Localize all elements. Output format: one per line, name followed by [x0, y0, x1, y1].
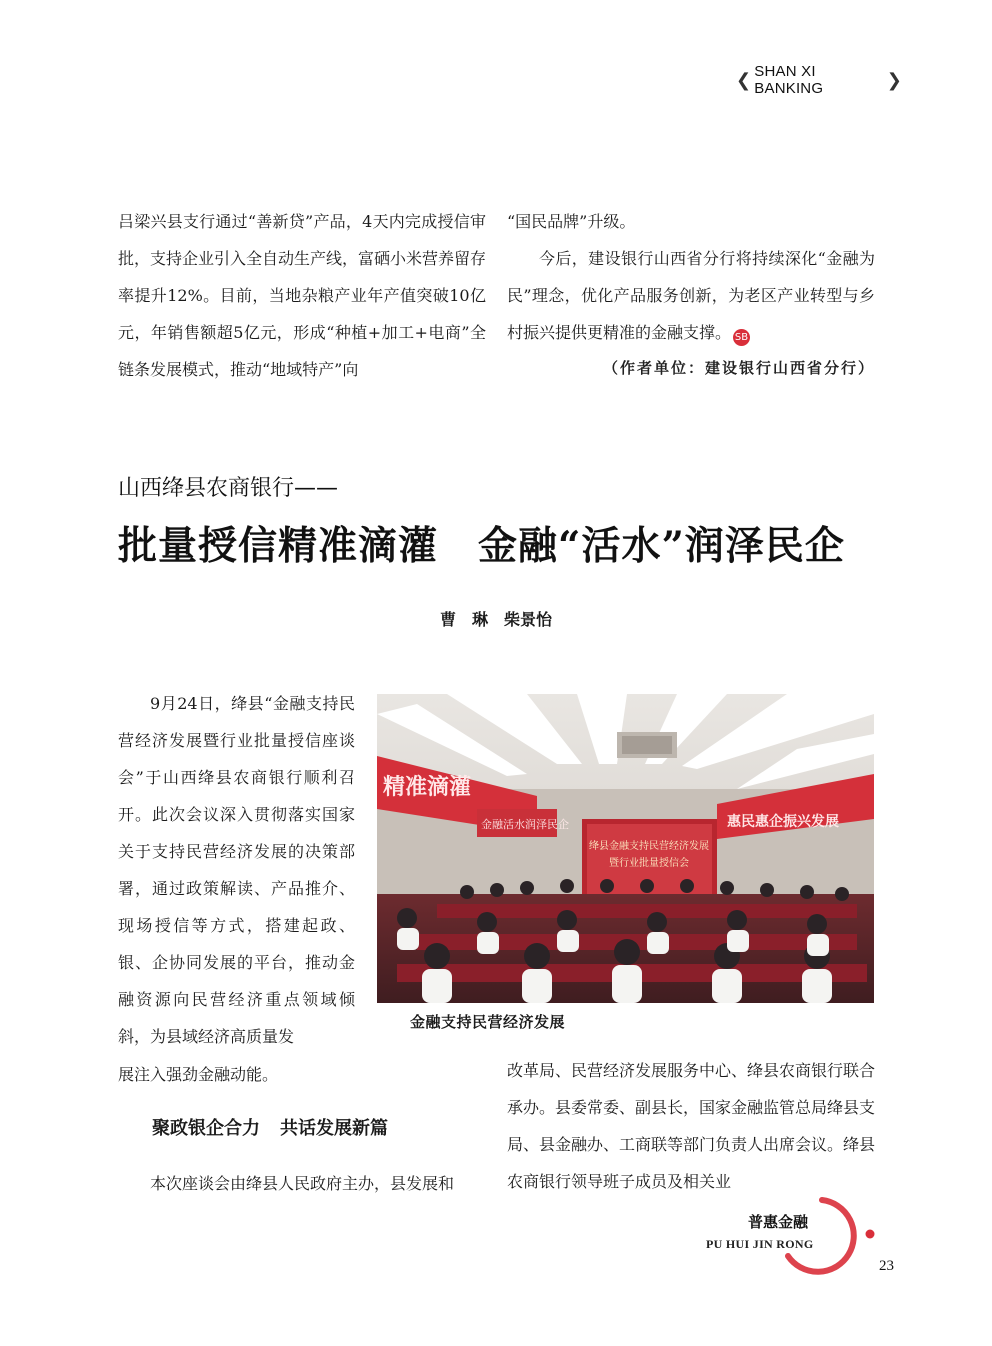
previous-article-right-column: [507, 203, 875, 351]
title-part-1: 批量授信精准滴灌: [118, 523, 439, 569]
banner-right-text: 惠民惠企振兴发展: [727, 814, 839, 830]
article-byline: 曹 琳 柴景怡: [439, 610, 552, 629]
end-of-article-icon: SB: [733, 329, 750, 346]
paragraph-text: 今后，建设银行山西省分行将持续深化“金融为民”理念，优化产品服务创新，为老区产业转型与乡村振兴提供更精准的金融支撑。: [507, 249, 875, 342]
page-number: 23: [879, 1258, 894, 1274]
footer-arc-icon: [782, 1196, 882, 1276]
subhead-part-2: 共话发展新篇: [280, 1118, 388, 1139]
section-tag-label: SHAN XI BANKING: [754, 63, 824, 97]
photo-caption: 金融支持民营经济发展: [410, 1013, 566, 1031]
screen-line-2: 暨行业批量授信会: [609, 858, 689, 869]
footer-section-name: 普惠金融: [748, 1213, 809, 1231]
intro-paragraph: 9月24日，绛县“金融支持民营经济发展暨行业批量授信座谈会”于山西绛县农商银行顺利召开。此次会议深入贯彻落实国家关于支持民营经济发展的决策部署，通过政策解读、产品推介、现场授信等方式，搭建起政、银、企协同发展的平台，推动金融资源向民营经济重点领域倾斜，为县域经济高质量发: [118, 694, 355, 1046]
footer-section-name-en: PU HUI JIN RONG: [706, 1237, 814, 1251]
body-paragraph-2: 本次座谈会由绛县人民政府主办，县发展和: [150, 1174, 455, 1193]
article-title: [118, 516, 888, 576]
magazine-section-tag: [736, 63, 902, 97]
body-right-column: 改革局、民营经济发展服务中心、绛县农商银行联合承办。县委常委、副县长，国家金融监管总局绛县支局、县金融办、工商联等部门负责人出席会议。绛县农商银行领导班子成员及相关业: [507, 1061, 876, 1191]
title-part-2: 金融“活水”润泽民企: [478, 523, 845, 569]
meeting-photo-illustration: [377, 694, 874, 1003]
subhead-part-1: 聚政银企合力: [152, 1118, 260, 1139]
paragraph: “国民品牌”升级。: [507, 212, 636, 231]
paragraph: 吕梁兴县支行通过“善新贷”产品，4天内完成授信审批，支持企业引入全自动生产线，富硒小米营养留存率提升12%。目前，当地杂粮产业年产值突破10亿元，年销售额超5亿元，形成“种植+加工+电商”全链条发展模式，推动“地域特产”向: [118, 212, 487, 379]
article-kicker: 山西绛县农商银行——: [118, 476, 339, 501]
banner-middle-text: 金融活水润泽民企: [481, 818, 569, 831]
meeting-photo: [377, 694, 874, 1003]
banner-left-text: 精准滴灌: [383, 775, 472, 800]
left-bracket-icon: ❮: [736, 70, 752, 90]
author-affiliation: （作者单位：建设银行山西省分行）: [602, 359, 875, 377]
screen-line-1: 绛县金融支持民营经济发展: [589, 841, 709, 852]
right-bracket-icon: ❯: [886, 70, 902, 90]
section-subheading: [152, 1112, 388, 1146]
intro-paragraph-tail: 展注入强劲金融动能。: [118, 1065, 279, 1084]
paragraph: [507, 240, 875, 351]
previous-article-left-column: [118, 203, 486, 388]
